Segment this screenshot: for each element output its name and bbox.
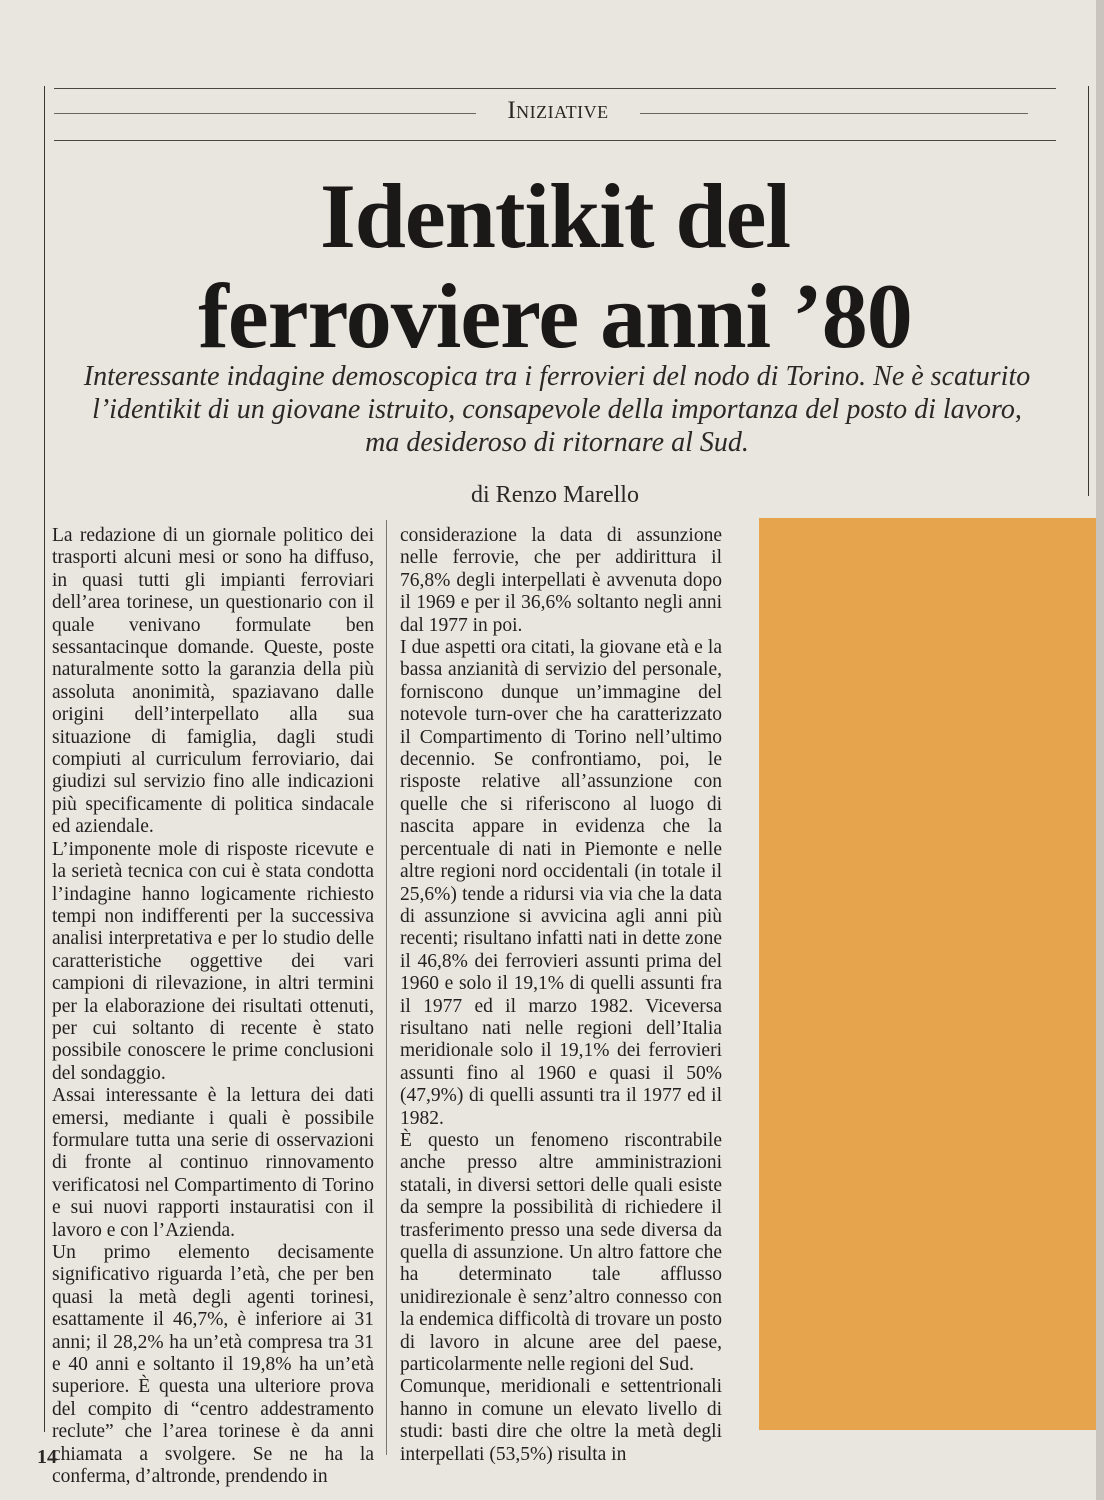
kicker-rule-left [54, 113, 476, 114]
photo-placeholder-block [759, 518, 1104, 1430]
paragraph: considerazione la data di assunzione nelle ferrovie, che per addirittura il 76,8% degli interpellati è avvenuta dopo il 1969 e per il 36,6% soltanto negli anni dal 1977 in poi. [400, 525, 722, 636]
text-column-2 [400, 525, 722, 1466]
frame-line-left [44, 86, 45, 1432]
paragraph: Un primo elemento decisamente significativo riguarda l’età, che per ben quasi la metà degli agenti torinesi, esattamente il 46,7%, è inferiore ai 31 anni; il 28,2% ha un’età compresa tra 31 e 40 anni e soltanto il 19,8% ha un’età superiore. È questa una ulteriore prova del compito di “centro addestramento reclute” che l’area torinese è da anni chiamata a svolgere. Se ne ha la conferma, d’altronde, prendendo in [52, 1242, 374, 1488]
paragraph: Assai interessante è la lettura dei dati emersi, mediante i quali è possibile formulare tutta una serie di osservazioni di fronte al continuo rinnovamento verificatosi nel Compartimento di Torino e sui nuovi rapporti instauratisi con il lavoro e con l’Azienda. [52, 1085, 374, 1241]
paragraph: La redazione di un giornale politico dei trasporti alcuni mesi or sono ha diffuso, in quasi tutti gli impianti ferroviari dell’area torinese, un questionario con il quale venivano formulate ben sessantacinque domande. Queste, poste naturalmente sotto la garanzia della più assoluta anonimità, spaziavano dalle origini dell’interpellato alla sua situazione di famiglia, dagli studi compiuti al curriculum ferroviario, dai giudizi sul servizio fino alle indicazioni più specificamente di politica sindacale ed aziendale. [52, 525, 374, 838]
article-byline: di Renzo Marello [471, 482, 639, 508]
kicker-rule-right [640, 113, 1028, 114]
header-rule-top [54, 88, 1056, 89]
text-column-1 [52, 525, 374, 1488]
frame-line-right [1088, 86, 1089, 496]
paragraph: L’imponente mole di risposte ricevute e la serietà tecnica con cui è stata condotta l’indagine hanno logicamente richiesto tempi non indifferenti per la successiva analisi interpretativa e per lo studio delle caratteristiche oggettive dei vari campioni di rilevazione, in altri termini per la elaborazione dei risultati ottenuti, per cui soltanto di recente è stato possibile conoscere le prime conclusioni del sondaggio. [52, 838, 374, 1084]
paragraph: È questo un fenomeno riscontrabile anche presso altre amministrazioni statali, in diversi settori delle quali esiste da sempre la possibilità di richiedere il trasferimento presso una sede diversa da quella di assunzione. Un altro fattore che ha determinato tale afflusso unidirezionale è senz’altro connesso con la endemica difficoltà di trovare un posto di lavoro in alcune aree del paese, particolarmente nelle regioni del Sud. [400, 1129, 722, 1376]
title-line-1: Identikit del [319, 165, 791, 267]
paragraph: I due aspetti ora citati, la giovane età e la bassa anzianità di servizio del personale, forniscono dunque un’immagine del notevole turn-over che ha caratterizzato il Compartimento di Torino nell’ultimo decennio. Se confrontiamo, poi, le risposte relative all’assunzione con quelle che si riferiscono al luogo di nascita appare in evidenza che la percentuale di nati in Piemonte e nelle altre regioni nord occidentali (in totale il 25,6%) tende a ridursi via via che la data di assunzione si avvicina agli anni più recenti; risultano infatti nati in dette zone il 46,8% dei ferrovieri assunti prima del 1960 e solo il 19,1% di quelli assunti fra il 1977 ed il marzo 1982. Viceversa risultano nati nelle regioni dell’Italia meridionale solo il 19,1% dei ferrovieri assunti fino al 1960 e quasi il 50% (47,9%) di quelli assunti tra il 1977 ed il 1982. [400, 637, 722, 1129]
header-rule-bottom [54, 140, 1056, 141]
column-divider [386, 520, 387, 1455]
article-lead: Interessante indagine demoscopica tra i ferrovieri del nodo di Torino. Ne è scaturito l’identikit di un giovane istruito, consapevole della importanza del posto di lavoro, ma desideroso di ritornare al Sud. [83, 361, 1031, 458]
page-gutter-edge [1096, 0, 1104, 1500]
paragraph: Comunque, meridionali e settentrionali hanno in comune un elevato livello di studi: basti dire che oltre la metà degli interpellati (53,5%) risulta in [400, 1376, 722, 1465]
section-kicker: Iniziative [507, 97, 609, 124]
title-line-2: ferroviere anni ’80 [198, 265, 912, 367]
article-title [54, 166, 1056, 366]
page-number: 14 [37, 1446, 57, 1468]
